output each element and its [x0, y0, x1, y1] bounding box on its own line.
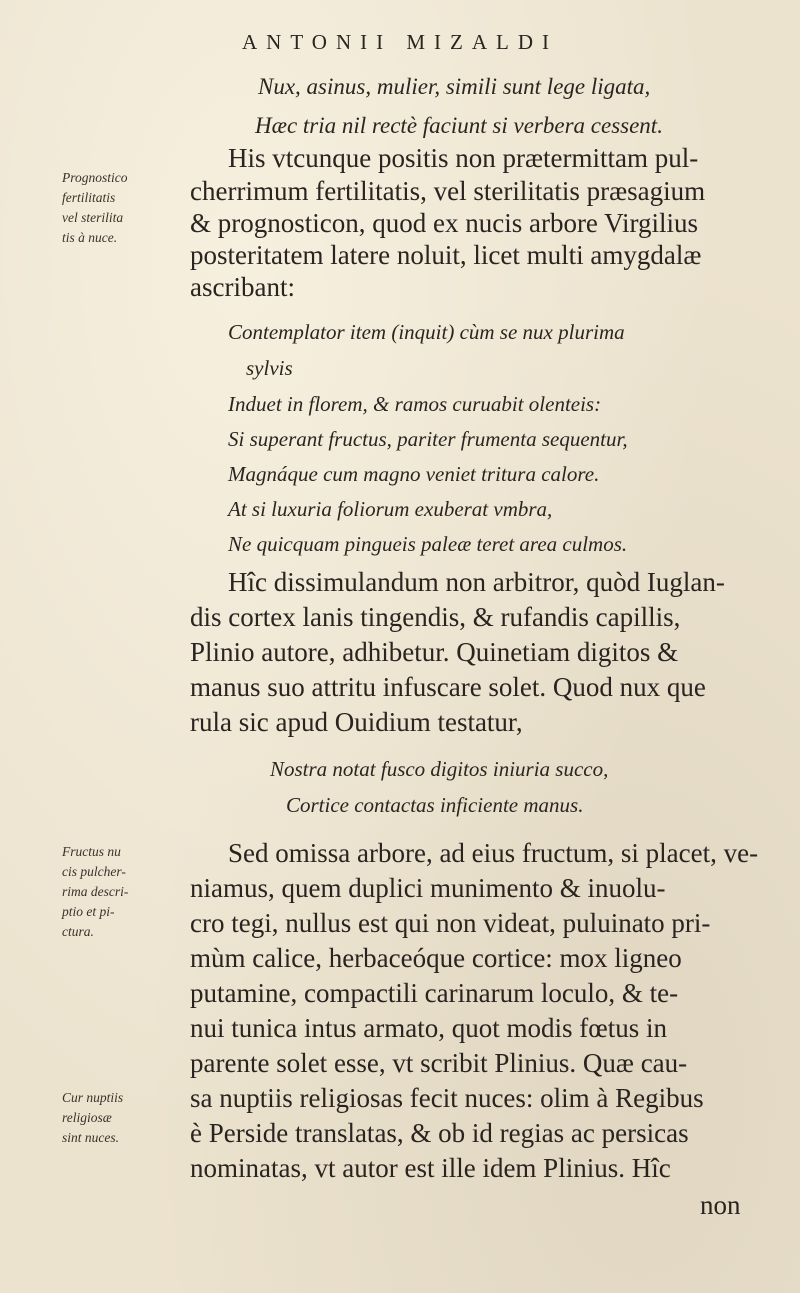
- text-line: mùm calice, herbaceóque cortice: mox ligneo: [190, 943, 682, 973]
- text-line: è Perside translatas, & ob id regias ac persicas: [190, 1118, 689, 1148]
- text-line: putamine, compactili carinarum loculo, & te-: [190, 978, 679, 1008]
- margin-note-prognostico: [62, 168, 180, 248]
- text-line: rula sic apud Ouidium testatur,: [190, 707, 523, 737]
- verse-line: At si luxuria foliorum exuberat vmbra,: [228, 497, 553, 521]
- verse-line: Induet in florem, & ramos curuabit olenteis:: [228, 392, 602, 416]
- text-line: nominatas, vt autor est ille idem Plinius. Hîc: [190, 1153, 671, 1183]
- text-line: Sed omissa arbore, ad eius fructum, si placet, ve-: [228, 838, 759, 868]
- verse-line: Nux, asinus, mulier, simili sunt lege ligata,: [258, 74, 651, 99]
- text-line: posteritatem latere noluit, licet multi amygdalæ: [190, 240, 702, 270]
- margin-note-line: cis pulcher-: [62, 864, 126, 879]
- margin-note-line: religiosæ: [62, 1110, 112, 1125]
- margin-note-line: Prognostico: [62, 170, 128, 185]
- running-head: ANTONII MIZALDI: [242, 30, 558, 54]
- text-line: ascribant:: [190, 272, 295, 302]
- text-line: nui tunica intus armato, quot modis fœtus in: [190, 1013, 667, 1043]
- margin-note-nuptiis: [62, 1088, 180, 1148]
- verse-line: Ne quicquam pingueis paleæ teret area culmos.: [228, 532, 628, 556]
- verse-line: Cortice contactas inficiente manus.: [286, 793, 584, 817]
- text-line: cro tegi, nullus est qui non videat, puluinato pri-: [190, 908, 711, 938]
- verse-line: sylvis: [246, 356, 293, 380]
- text-line: sa nuptiis religiosas fecit nuces: olim à Regibus: [190, 1083, 704, 1113]
- text-line: dis cortex lanis tingendis, & rufandis capillis,: [190, 602, 681, 632]
- text-line: manus suo attritu infuscare solet. Quod nux que: [190, 672, 706, 702]
- verse-line: Si superant fructus, pariter frumenta sequentur,: [228, 427, 628, 451]
- margin-note-line: Cur nuptiis: [62, 1090, 124, 1105]
- text-line: & prognosticon, quod ex nucis arbore Virgilius: [190, 208, 699, 238]
- margin-note-fructus: [62, 842, 180, 942]
- text-line: Plinio autore, adhibetur. Quinetiam digitos &: [190, 637, 679, 667]
- text-line: parente solet esse, vt scribit Plinius. Quæ cau-: [190, 1048, 688, 1078]
- verse-line: Contemplator item (inquit) cùm se nux plurima: [228, 320, 625, 344]
- text-line: His vtcunque positis non prætermittam pul-: [228, 143, 699, 173]
- margin-note-line: tis à nuce.: [62, 230, 118, 245]
- margin-note-line: vel sterilita: [62, 210, 124, 225]
- margin-note-line: rima descri-: [62, 884, 129, 899]
- verse-line: Hæc tria nil rectè faciunt si verbera cessent.: [255, 113, 663, 138]
- text-line: cherrimum fertilitatis, vel sterilitatis præsagium: [190, 176, 706, 206]
- margin-note-line: ctura.: [62, 924, 94, 939]
- text-line: Hîc dissimulandum non arbitror, quòd Iuglan-: [228, 567, 725, 597]
- margin-note-line: Fructus nu: [62, 844, 121, 859]
- margin-note-line: sint nuces.: [62, 1130, 119, 1145]
- margin-note-line: ptio et pi-: [62, 904, 115, 919]
- margin-note-line: fertilitatis: [62, 190, 116, 205]
- verse-line: Magnáque cum magno veniet tritura calore.: [228, 462, 600, 486]
- text-line: niamus, quem duplici munimento & inuolu-: [190, 873, 666, 903]
- catchword: non: [700, 1190, 741, 1220]
- verse-line: Nostra notat fusco digitos iniuria succo,: [270, 757, 609, 781]
